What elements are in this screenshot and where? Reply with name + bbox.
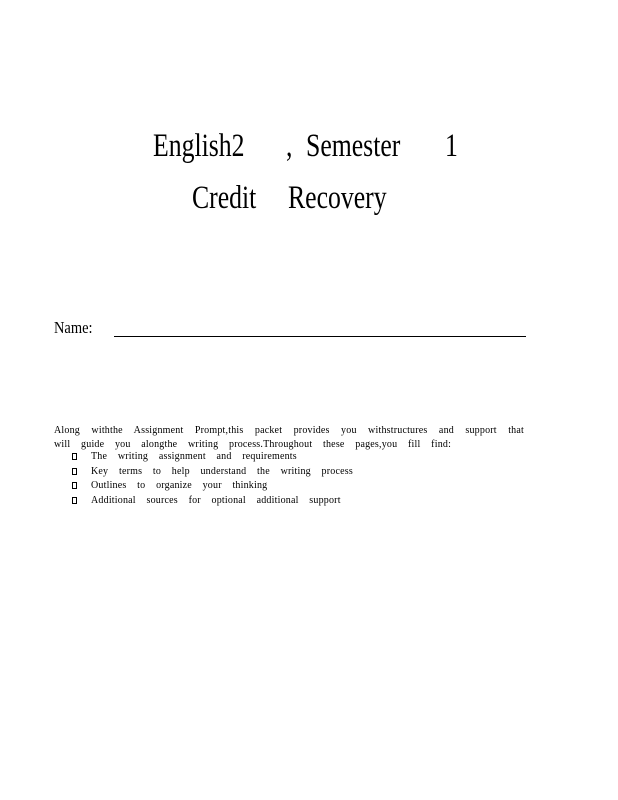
list-item-text: Additional sources for optional additional support [91, 494, 341, 506]
intro-paragraph: Along withthe Assignment Prompt,this packet provides you withstructures and support that will guide you alongthe writing process.Throughout these pages,you fill find: [54, 425, 524, 450]
checkbox-bullet-icon [72, 468, 77, 475]
list-item [72, 479, 353, 494]
title-comma: , [286, 128, 293, 164]
title-line-2 [0, 178, 618, 218]
title-semester-number: 1 [445, 128, 458, 164]
list-item-text: Key terms to help understand the writing process [91, 465, 353, 477]
contents-list [72, 450, 353, 508]
list-item [72, 465, 353, 480]
list-item [72, 494, 353, 509]
list-item-text: The writing assignment and requirements [91, 451, 297, 462]
title-credit: Credit [192, 180, 257, 216]
name-blank-line[interactable] [114, 336, 526, 337]
title-line-1 [0, 126, 618, 166]
title-recovery: Recovery [288, 180, 387, 216]
name-row [54, 318, 534, 342]
checkbox-bullet-icon [72, 453, 77, 460]
list-item [72, 450, 353, 465]
name-label: Name: [54, 318, 93, 337]
title-semester: Semester [306, 128, 401, 164]
checkbox-bullet-icon [72, 482, 77, 489]
list-item-text: Outlines to organize your thinking [91, 480, 268, 492]
checkbox-bullet-icon [72, 497, 77, 504]
title-course: English2 [153, 128, 245, 164]
